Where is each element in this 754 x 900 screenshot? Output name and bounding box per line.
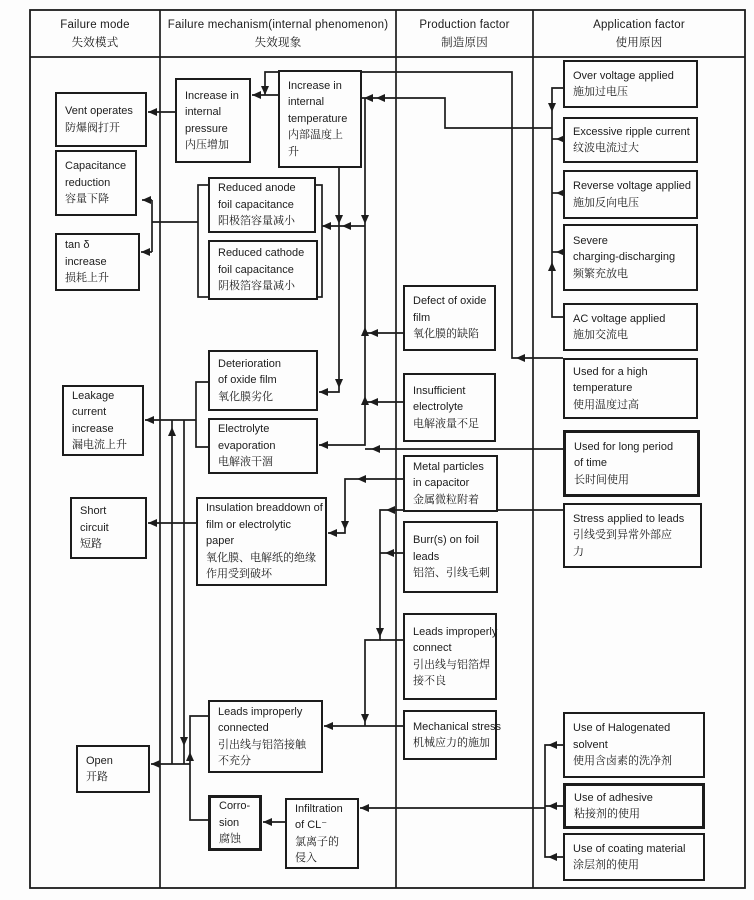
box-used-for-long-period xyxy=(563,430,700,497)
box-stress-applied-to-leads xyxy=(563,503,702,568)
box-deterioration-of-oxide-film xyxy=(208,350,318,411)
box-line: Reduced anode xyxy=(218,182,296,195)
box-excessive-ripple-current xyxy=(563,117,698,163)
box-line: 氧化膜劣化 xyxy=(218,390,273,403)
box-line: in capacitor xyxy=(413,477,470,490)
box-line: Severe xyxy=(573,234,608,247)
box-capacitance-reduction xyxy=(55,150,137,216)
box-line: Reverse voltage applied xyxy=(573,180,692,192)
box-use-of-halogenated-solvent xyxy=(563,712,705,778)
box-line: 不充分 xyxy=(218,755,251,767)
box-used-for-high-temperature xyxy=(563,358,698,419)
box-vent-operates xyxy=(55,92,147,147)
box-reduced-anode-foil-capacitance xyxy=(208,177,316,233)
box-line: Over voltage applied xyxy=(573,69,674,82)
box-line: Increase in xyxy=(288,79,342,92)
box-line: connected xyxy=(218,722,269,734)
box-line: 腐蚀 xyxy=(219,833,241,846)
box-line: temperature xyxy=(573,382,633,395)
box-line: Deterioration xyxy=(218,357,281,370)
header-cn: 使用原因 xyxy=(615,37,663,49)
box-reduced-cathode-foil-capacitance xyxy=(208,240,318,300)
header-production-factor xyxy=(396,12,533,56)
box-ac-voltage-applied xyxy=(563,303,698,351)
header-cn: 失效现象 xyxy=(254,37,302,49)
box-insulation-breakdown xyxy=(196,497,327,586)
box-line: 铝箔、引线毛刺 xyxy=(413,567,490,580)
box-line: foil capacitance xyxy=(218,263,294,276)
box-line: Used for long period xyxy=(574,440,674,453)
box-line: Corro- xyxy=(219,800,251,813)
box-line: 氧化膜、电解纸的绝缘 xyxy=(206,551,316,564)
box-line: 力 xyxy=(573,545,584,558)
box-line: circuit xyxy=(80,521,109,534)
box-line: Use of Halogenated xyxy=(573,722,671,735)
box-line: Leads improperly xyxy=(218,705,303,718)
header-failure-mechanism xyxy=(160,12,396,56)
box-line: connect xyxy=(413,642,452,654)
box-line: of CL⁻ xyxy=(295,819,328,831)
box-severe-charging-discharging xyxy=(563,224,698,291)
box-line: 开路 xyxy=(86,771,108,783)
box-line: Reduced cathode xyxy=(218,247,305,260)
box-line: Mechanical stress xyxy=(413,720,502,733)
box-line: film or electrolytic xyxy=(206,518,291,531)
box-over-voltage-applied xyxy=(563,60,698,108)
box-line: 粘接剂的使用 xyxy=(574,808,640,820)
box-line: 电解液干涸 xyxy=(218,456,273,469)
box-tan-delta-increase xyxy=(55,233,140,291)
box-leakage-current-increase xyxy=(62,385,144,456)
box-line: evaporation xyxy=(218,439,276,452)
box-line: 氧化膜的缺陷 xyxy=(413,328,479,341)
box-line: Use of coating material xyxy=(573,842,686,855)
box-metal-particles xyxy=(403,455,498,512)
box-line: pressure xyxy=(185,122,228,135)
box-line: 氯离子的 xyxy=(295,835,339,848)
header-en: Failure mode xyxy=(60,18,130,31)
box-line: 漏电流上升 xyxy=(72,439,127,451)
box-line: Defect of oxide xyxy=(413,295,487,308)
box-leads-improperly-connect xyxy=(403,613,497,700)
box-line: 接不良 xyxy=(413,675,446,687)
header-failure-mode xyxy=(30,12,160,56)
arrowheads xyxy=(141,86,565,861)
box-leads-improperly-connected xyxy=(208,700,323,773)
box-line: 侵入 xyxy=(295,852,317,864)
box-line: 纹波电流过大 xyxy=(573,142,639,154)
box-line: 金属微粒附着 xyxy=(413,493,479,506)
box-line: Metal particles xyxy=(413,460,484,473)
box-use-of-adhesive xyxy=(563,783,705,829)
box-line: 引出线与铝箔接触 xyxy=(218,738,306,751)
box-line: tan δ xyxy=(65,239,90,252)
box-line: internal xyxy=(288,96,325,109)
box-line: 引线受到异常外部应 xyxy=(573,529,672,542)
box-line: 机械应力的施加 xyxy=(413,737,490,749)
box-line: foil capacitance xyxy=(218,198,294,211)
box-line: Leakage xyxy=(72,389,115,402)
box-line: 容量下降 xyxy=(65,193,109,206)
box-line: 引出线与铝箔焊 xyxy=(413,658,490,671)
header-en: Application factor xyxy=(593,18,685,31)
box-line: Excessive ripple current xyxy=(573,125,690,138)
box-line: 短路 xyxy=(80,538,102,551)
box-line: Use of adhesive xyxy=(574,791,653,804)
box-line: 阳极箔容量减小 xyxy=(218,215,295,228)
box-line: 使用温度过高 xyxy=(573,398,639,411)
box-line: 电解液量不足 xyxy=(413,417,479,430)
box-line: reduction xyxy=(65,176,111,189)
box-line: Electrolyte xyxy=(218,423,270,436)
header-cn: 制造原因 xyxy=(441,37,488,49)
box-line: Insulation breaddown of xyxy=(206,502,323,515)
box-corrosion xyxy=(208,795,262,851)
box-line: AC voltage applied xyxy=(573,312,666,325)
box-line: temperature xyxy=(288,112,348,125)
header-en: Production factor xyxy=(419,18,510,31)
box-line: Capacitance xyxy=(65,160,127,173)
box-short-circuit xyxy=(70,497,147,559)
box-line: 升 xyxy=(288,145,299,158)
box-line: 阴极箔容量减小 xyxy=(218,280,295,293)
box-line: Increase in xyxy=(185,89,239,102)
box-line: 内压增加 xyxy=(185,139,229,151)
box-line: Open xyxy=(86,754,113,767)
box-line: 施加交流电 xyxy=(573,329,628,341)
box-burrs-on-foil-leads xyxy=(403,521,498,593)
box-line: sion xyxy=(219,816,240,829)
box-line: Stress applied to leads xyxy=(573,512,685,525)
box-line: internal xyxy=(185,106,222,118)
box-line: paper xyxy=(206,535,235,548)
box-reverse-voltage-applied xyxy=(563,170,698,219)
box-mechanical-stress xyxy=(403,710,502,760)
box-line: Leads improperly xyxy=(413,625,498,638)
box-increase-internal-temperature xyxy=(278,70,362,168)
box-line: charging-discharging xyxy=(573,251,676,264)
box-line: film xyxy=(413,311,431,324)
box-insufficient-electrolyte xyxy=(403,373,496,442)
box-open xyxy=(76,745,150,793)
header-cn: 失效模式 xyxy=(71,37,119,49)
box-line: 内部温度上 xyxy=(288,129,343,142)
box-line: leads xyxy=(413,550,440,563)
box-line: 防爆阀打开 xyxy=(65,121,120,134)
header-en: Failure mechanism(internal phenomenon) xyxy=(167,18,389,31)
box-line: Used for a high xyxy=(573,365,648,378)
box-electrolyte-evaporation xyxy=(208,418,318,474)
box-line: of time xyxy=(574,457,608,470)
box-defect-of-oxide-film xyxy=(403,285,496,351)
box-line: 频繁充放电 xyxy=(573,267,628,280)
box-line: 使用含卤素的洗净剂 xyxy=(573,755,672,768)
box-increase-internal-pressure xyxy=(175,78,251,163)
box-line: Short xyxy=(80,505,107,518)
box-line: 施加过电压 xyxy=(573,86,628,98)
box-line: 损耗上升 xyxy=(65,272,109,285)
box-line: Infiltration xyxy=(295,802,343,815)
box-line: electrolyte xyxy=(413,401,464,414)
box-infiltration-of-cl xyxy=(285,798,359,869)
box-line: 涂层剂的使用 xyxy=(573,859,639,871)
box-line: solvent xyxy=(573,738,608,751)
header-application-factor xyxy=(533,12,745,56)
box-use-of-coating-material xyxy=(563,833,705,881)
box-line: increase xyxy=(72,422,114,435)
box-line: of oxide film xyxy=(218,374,277,387)
box-line: Vent operates xyxy=(65,105,133,117)
box-line: Insufficient xyxy=(413,384,466,397)
box-line: 作用受到破坏 xyxy=(206,568,272,581)
box-line: Burr(s) on foil xyxy=(413,534,480,547)
box-line: increase xyxy=(65,255,107,268)
box-line: 长时间使用 xyxy=(574,473,629,486)
box-line: current xyxy=(72,406,107,418)
box-line: 施加反向电压 xyxy=(573,196,639,209)
